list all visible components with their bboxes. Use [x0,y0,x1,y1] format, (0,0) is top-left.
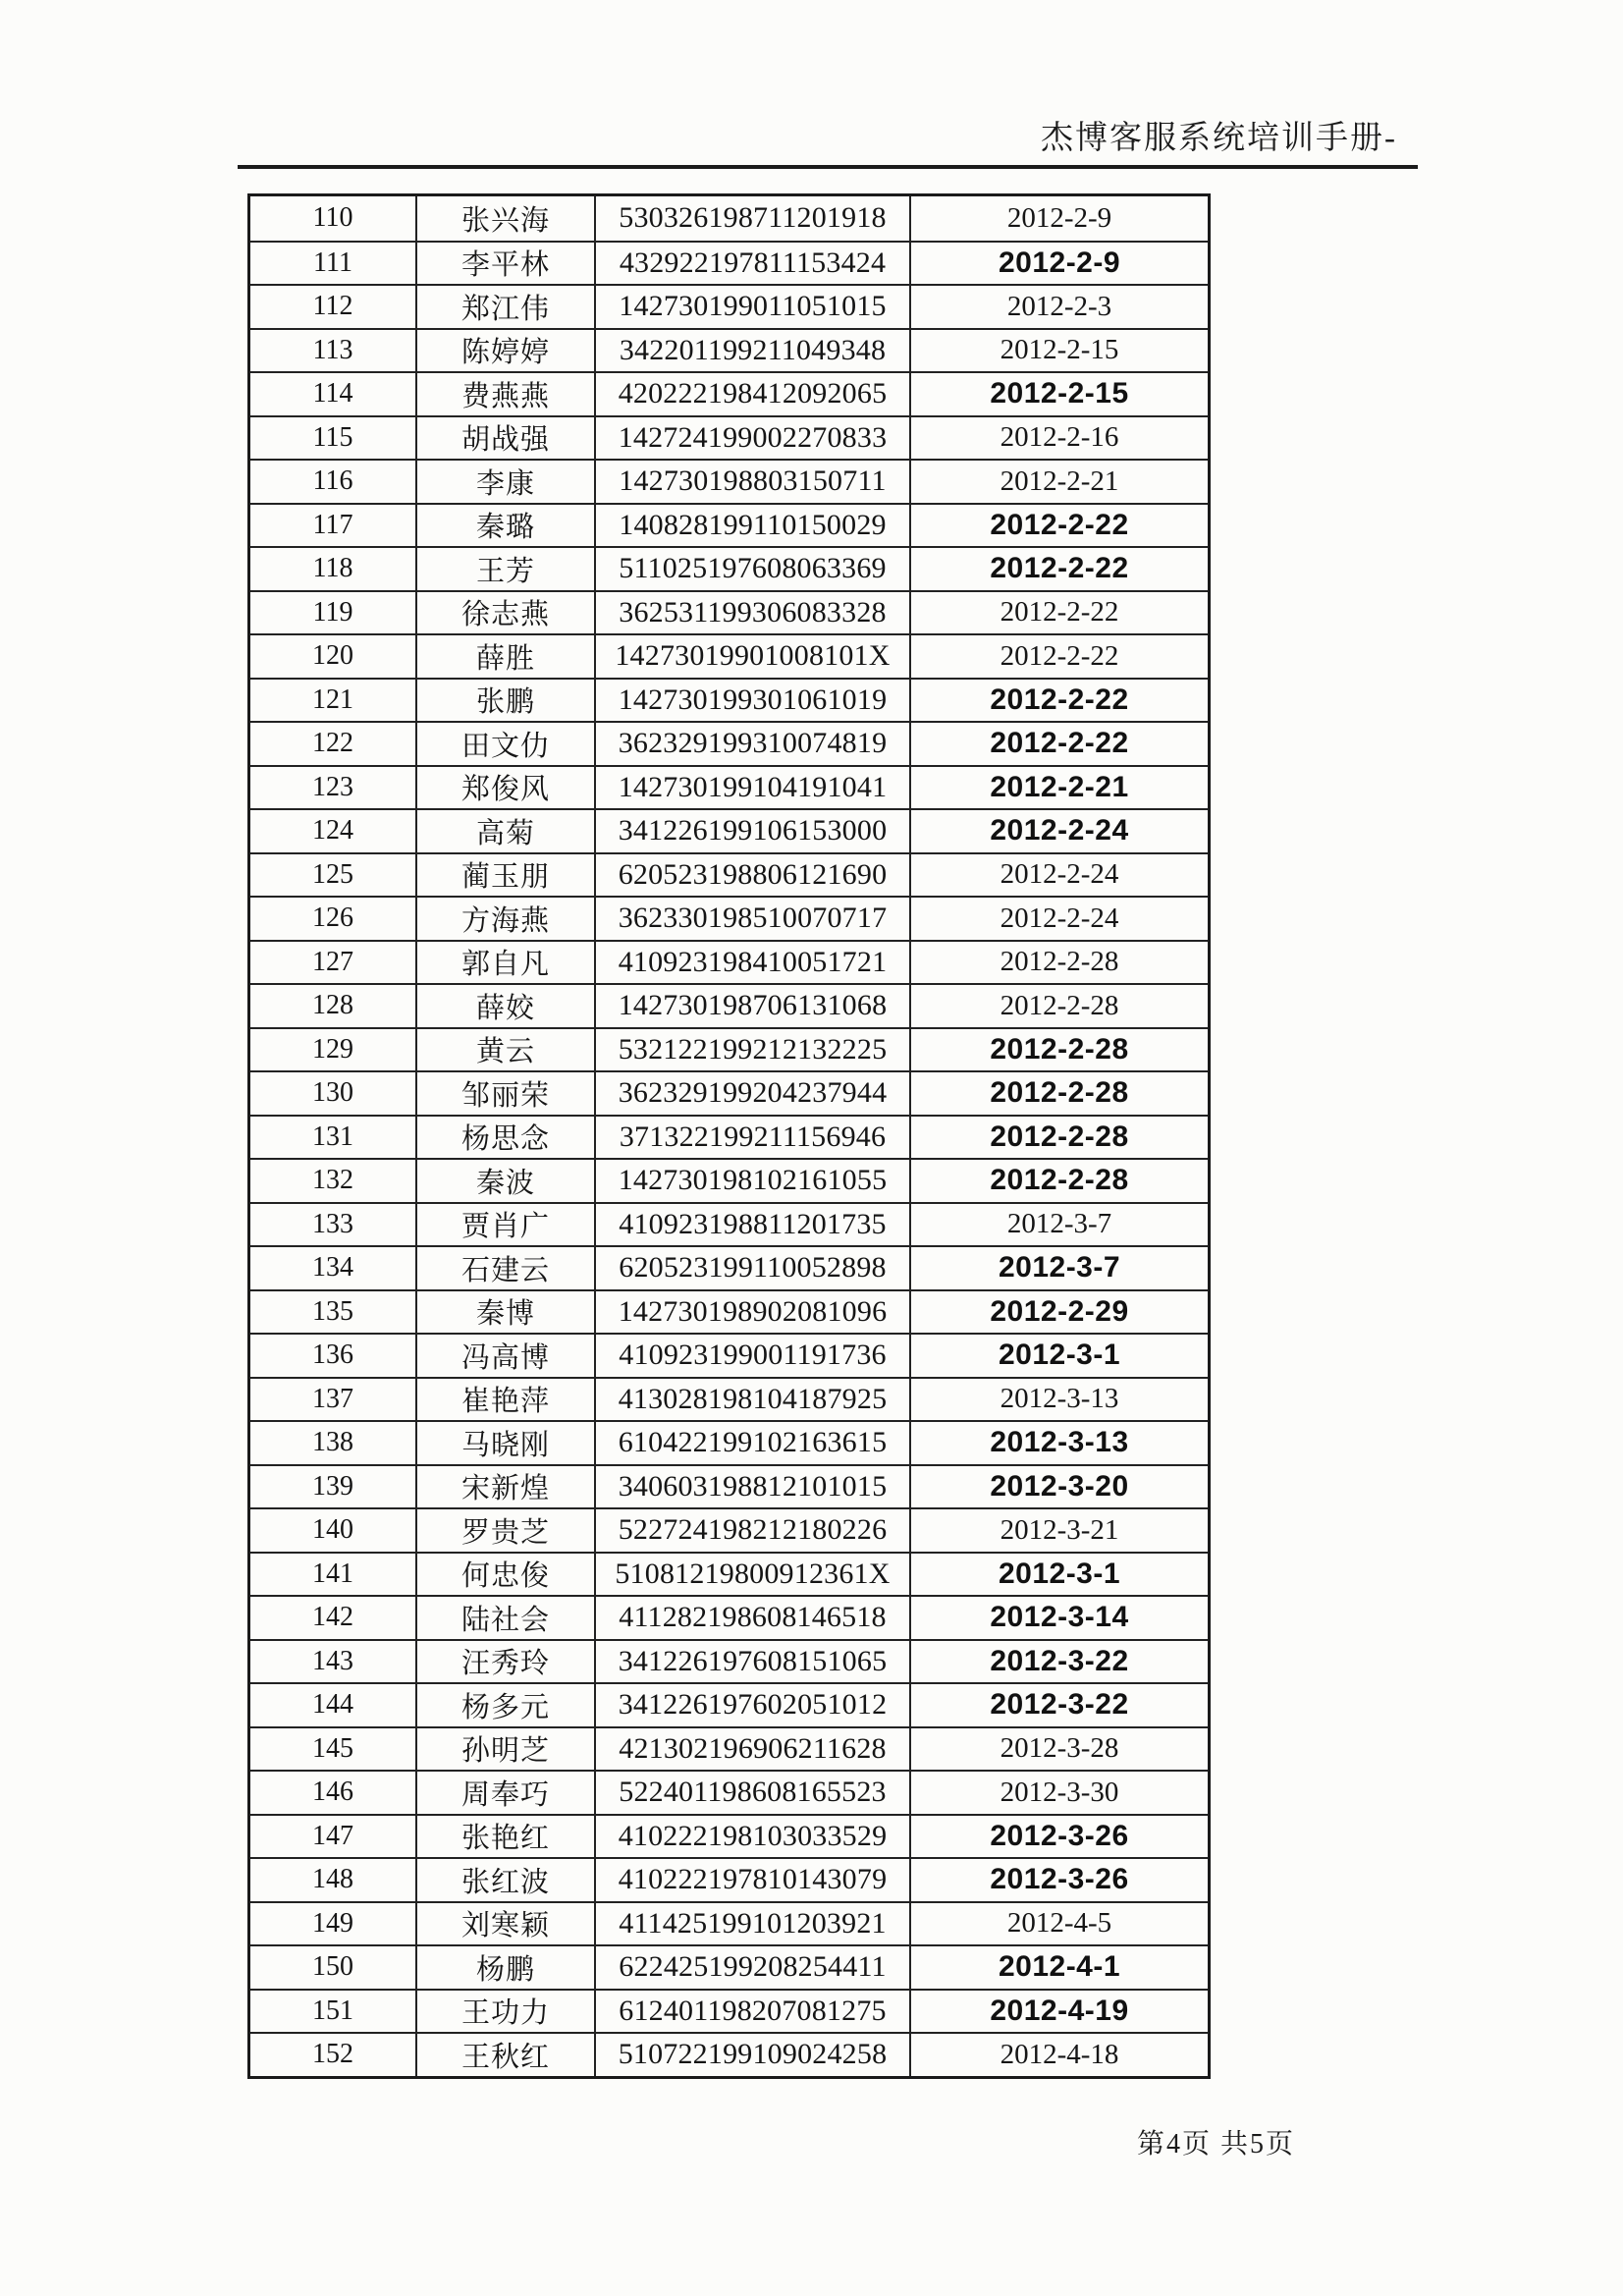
date-cell: 2012-2-22 [909,723,1208,765]
date-cell: 2012-4-5 [909,1903,1208,1945]
date-cell: 2012-4-18 [909,2034,1208,2076]
row-number-cell: 118 [312,553,353,584]
table-row [250,590,1208,634]
date-cell: 2012-3-1 [909,1554,1208,1596]
id-number-cell: 14273019901008101X [594,635,909,678]
date-cell: 2012-3-22 [909,1641,1208,1683]
id-number-cell: 362531199306083328 [594,592,909,634]
row-number-cell: 124 [312,815,353,847]
id-number-cell: 620523198806121690 [594,854,909,897]
row-number-cell: 113 [312,334,353,365]
date-cell: 2012-2-22 [909,592,1208,634]
name-cell: 田文仂 [415,723,594,765]
date-cell: 2012-3-26 [909,1859,1208,1901]
name-cell: 汪秀玲 [415,1641,594,1683]
date-cell: 2012-2-22 [909,548,1208,590]
id-number-cell: 410222197810143079 [594,1859,909,1901]
date-cell: 2012-2-15 [909,330,1208,372]
name-cell: 孙明芝 [415,1728,594,1771]
row-number-cell: 140 [312,1514,353,1546]
id-number-cell: 421302196906211628 [594,1728,909,1771]
name-cell: 冯高博 [415,1335,594,1377]
date-cell: 2012-3-14 [909,1597,1208,1639]
date-cell: 2012-4-19 [909,1991,1208,2033]
date-cell: 2012-2-22 [909,505,1208,547]
name-cell: 李康 [415,461,594,503]
name-cell: 陆社会 [415,1597,594,1639]
name-cell: 高菊 [415,810,594,852]
id-number-cell: 142730198902081096 [594,1291,909,1334]
date-cell: 2012-3-1 [909,1335,1208,1377]
table-row [250,1901,1208,1945]
table-row [250,1027,1208,1071]
name-cell: 马晓刚 [415,1422,594,1464]
id-number-cell: 142730199011051015 [594,286,909,328]
id-number-cell: 522401198608165523 [594,1772,909,1814]
name-cell: 秦璐 [415,505,594,547]
date-cell: 2012-2-28 [909,985,1208,1027]
row-number-cell: 130 [312,1077,353,1109]
id-number-cell: 362329199204237944 [594,1072,909,1115]
row-number-cell: 127 [312,946,353,977]
id-number-cell: 411425199101203921 [594,1903,909,1945]
id-number-cell: 51081219800912361X [594,1554,909,1596]
row-number-cell: 116 [312,465,353,497]
name-cell: 胡战强 [415,417,594,460]
id-number-cell: 610422199102163615 [594,1422,909,1464]
table-row [250,1857,1208,1901]
table-row [250,2032,1208,2076]
table-row [250,1289,1208,1334]
row-number-cell: 121 [312,683,353,715]
date-cell: 2012-2-28 [909,1072,1208,1115]
id-number-cell: 410923198811201735 [594,1204,909,1246]
id-number-cell: 532122199212132225 [594,1029,909,1071]
table-row [250,940,1208,984]
name-cell: 杨多元 [415,1684,594,1726]
id-number-cell: 342201199211049348 [594,330,909,372]
table-row [250,1420,1208,1464]
page-number: 第4页 共5页 [1137,2129,1296,2159]
row-number-cell: 117 [312,509,353,540]
date-cell: 2012-2-24 [909,810,1208,852]
table-row [250,1202,1208,1246]
id-number-cell: 420222198412092065 [594,373,909,415]
date-cell: 2012-2-28 [909,942,1208,984]
row-number-cell: 146 [312,1777,353,1808]
row-number-cell: 150 [312,1951,353,1983]
table-row [250,1989,1208,2033]
id-number-cell: 341226199106153000 [594,810,909,852]
date-cell: 2012-2-15 [909,373,1208,415]
table-row [250,983,1208,1027]
row-number-cell: 114 [312,378,353,410]
id-number-cell: 142730199104191041 [594,767,909,809]
row-number-cell: 120 [312,640,353,672]
row-number-cell: 145 [312,1732,353,1764]
date-cell: 2012-2-28 [909,1160,1208,1202]
id-number-cell: 341226197602051012 [594,1684,909,1726]
row-number-cell: 141 [312,1558,353,1589]
table-row [250,852,1208,897]
header-title: 杰博客服系统培训手册- [1041,121,1397,156]
date-cell: 2012-2-29 [909,1291,1208,1334]
id-number-cell: 612401198207081275 [594,1991,909,2033]
row-number-cell: 152 [312,2039,353,2070]
table-row [250,371,1208,415]
date-cell: 2012-2-3 [909,286,1208,328]
name-cell: 秦博 [415,1291,594,1334]
date-cell: 2012-2-22 [909,635,1208,678]
name-cell: 邹丽荣 [415,1072,594,1115]
id-number-cell: 142730198102161055 [594,1160,909,1202]
row-number-cell: 133 [312,1208,353,1239]
date-cell: 2012-3-7 [909,1204,1208,1246]
date-cell: 2012-2-24 [909,854,1208,897]
row-number-cell: 123 [312,771,353,802]
name-cell: 张兴海 [415,196,594,241]
id-number-cell: 511025197608063369 [594,548,909,590]
table-row [250,196,1208,241]
table-row [250,503,1208,547]
name-cell: 黄云 [415,1029,594,1071]
date-cell: 2012-2-21 [909,767,1208,809]
row-number-cell: 144 [312,1689,353,1721]
id-number-cell: 362330198510070717 [594,898,909,940]
row-number-cell: 128 [312,990,353,1021]
table-row [250,721,1208,765]
date-cell: 2012-2-28 [909,1029,1208,1071]
name-cell: 王芳 [415,548,594,590]
table-row [250,633,1208,678]
date-cell: 2012-2-9 [909,196,1208,241]
date-cell: 2012-3-7 [909,1247,1208,1289]
id-number-cell: 432922197811153424 [594,243,909,285]
table-row [250,1770,1208,1814]
id-number-cell: 142730198706131068 [594,985,909,1027]
name-cell: 郭自凡 [415,942,594,984]
name-cell: 王功力 [415,1991,594,2033]
row-number-cell: 134 [312,1252,353,1284]
row-number-cell: 126 [312,902,353,934]
id-number-cell: 362329199310074819 [594,723,909,765]
table-row [250,415,1208,460]
date-cell: 2012-3-20 [909,1466,1208,1508]
table-row [250,284,1208,328]
row-number-cell: 149 [312,1907,353,1939]
table-row [250,1507,1208,1552]
row-number-cell: 143 [312,1645,353,1676]
name-cell: 周奉巧 [415,1772,594,1814]
name-cell: 崔艳萍 [415,1379,594,1421]
table-row [250,896,1208,940]
table-row [250,1245,1208,1289]
row-number-cell: 112 [312,291,353,322]
row-number-cell: 131 [312,1121,353,1152]
row-number-cell: 132 [312,1165,353,1196]
roster-table [247,193,1211,2079]
row-number-cell: 137 [312,1383,353,1414]
table-row [250,1158,1208,1202]
header-rule [238,165,1418,169]
name-cell: 杨思念 [415,1117,594,1159]
name-cell: 王秋红 [415,2034,594,2076]
id-number-cell: 142724199002270833 [594,417,909,460]
row-number-cell: 111 [313,246,352,278]
date-cell: 2012-3-26 [909,1816,1208,1858]
id-number-cell: 620523199110052898 [594,1247,909,1289]
table-row [250,1726,1208,1771]
name-cell: 贾肖广 [415,1204,594,1246]
table-row [250,328,1208,372]
name-cell: 李平林 [415,243,594,285]
table-row [250,1639,1208,1683]
id-number-cell: 410923198410051721 [594,942,909,984]
date-cell: 2012-2-24 [909,898,1208,940]
id-number-cell: 510722199109024258 [594,2034,909,2076]
row-number-cell: 135 [312,1295,353,1327]
id-number-cell: 530326198711201918 [594,196,909,241]
name-cell: 张艳红 [415,1816,594,1858]
row-number-cell: 136 [312,1339,353,1371]
id-number-cell: 410923199001191736 [594,1335,909,1377]
table-row [250,1377,1208,1421]
name-cell: 郑俊风 [415,767,594,809]
name-cell: 陈婷婷 [415,330,594,372]
row-number-cell: 115 [312,421,353,453]
id-number-cell: 142730199301061019 [594,680,909,722]
id-number-cell: 413028198104187925 [594,1379,909,1421]
id-number-cell: 340603198812101015 [594,1466,909,1508]
date-cell: 2012-3-13 [909,1379,1208,1421]
row-number-cell: 147 [312,1820,353,1851]
table-row [250,546,1208,590]
row-number-cell: 139 [312,1470,353,1502]
name-cell: 秦波 [415,1160,594,1202]
date-cell: 2012-3-21 [909,1509,1208,1552]
table-row [250,678,1208,722]
name-cell: 费燕燕 [415,373,594,415]
date-cell: 2012-3-22 [909,1684,1208,1726]
table-row [250,1595,1208,1639]
id-number-cell: 411282198608146518 [594,1597,909,1639]
table-row [250,1333,1208,1377]
name-cell: 徐志燕 [415,592,594,634]
row-number-cell: 151 [312,1995,353,2026]
id-number-cell: 410222198103033529 [594,1816,909,1858]
date-cell: 2012-2-21 [909,461,1208,503]
row-number-cell: 129 [312,1033,353,1065]
id-number-cell: 140828199110150029 [594,505,909,547]
date-cell: 2012-2-28 [909,1117,1208,1159]
name-cell: 方海燕 [415,898,594,940]
date-cell: 2012-3-30 [909,1772,1208,1814]
row-number-cell: 122 [312,728,353,759]
table-row [250,1115,1208,1159]
table-row [250,459,1208,503]
name-cell: 张鹏 [415,680,594,722]
id-number-cell: 341226197608151065 [594,1641,909,1683]
date-cell: 2012-3-13 [909,1422,1208,1464]
name-cell: 蔺玉朋 [415,854,594,897]
date-cell: 2012-3-28 [909,1728,1208,1771]
table-row [250,808,1208,852]
name-cell: 薛姣 [415,985,594,1027]
table-row [250,765,1208,809]
row-number-cell: 119 [312,596,353,628]
table-row [250,241,1208,285]
id-number-cell: 522724198212180226 [594,1509,909,1552]
name-cell: 何忠俊 [415,1554,594,1596]
row-number-cell: 148 [312,1864,353,1895]
name-cell: 郑江伟 [415,286,594,328]
name-cell: 薛胜 [415,635,594,678]
date-cell: 2012-4-1 [909,1946,1208,1989]
name-cell: 杨鹏 [415,1946,594,1989]
date-cell: 2012-2-9 [909,243,1208,285]
name-cell: 罗贵芝 [415,1509,594,1552]
table-row [250,1944,1208,1989]
name-cell: 刘寒颖 [415,1903,594,1945]
date-cell: 2012-2-16 [909,417,1208,460]
id-number-cell: 622425199208254411 [594,1946,909,1989]
date-cell: 2012-2-22 [909,680,1208,722]
row-number-cell: 110 [312,202,353,234]
table-row [250,1070,1208,1115]
table-row [250,1814,1208,1858]
name-cell: 石建云 [415,1247,594,1289]
table-row [250,1552,1208,1596]
id-number-cell: 371322199211156946 [594,1117,909,1159]
table-row [250,1682,1208,1726]
id-number-cell: 142730198803150711 [594,461,909,503]
name-cell: 张红波 [415,1859,594,1901]
row-number-cell: 138 [312,1427,353,1458]
row-number-cell: 125 [312,858,353,890]
row-number-cell: 142 [312,1602,353,1633]
table-row [250,1464,1208,1508]
name-cell: 宋新煌 [415,1466,594,1508]
